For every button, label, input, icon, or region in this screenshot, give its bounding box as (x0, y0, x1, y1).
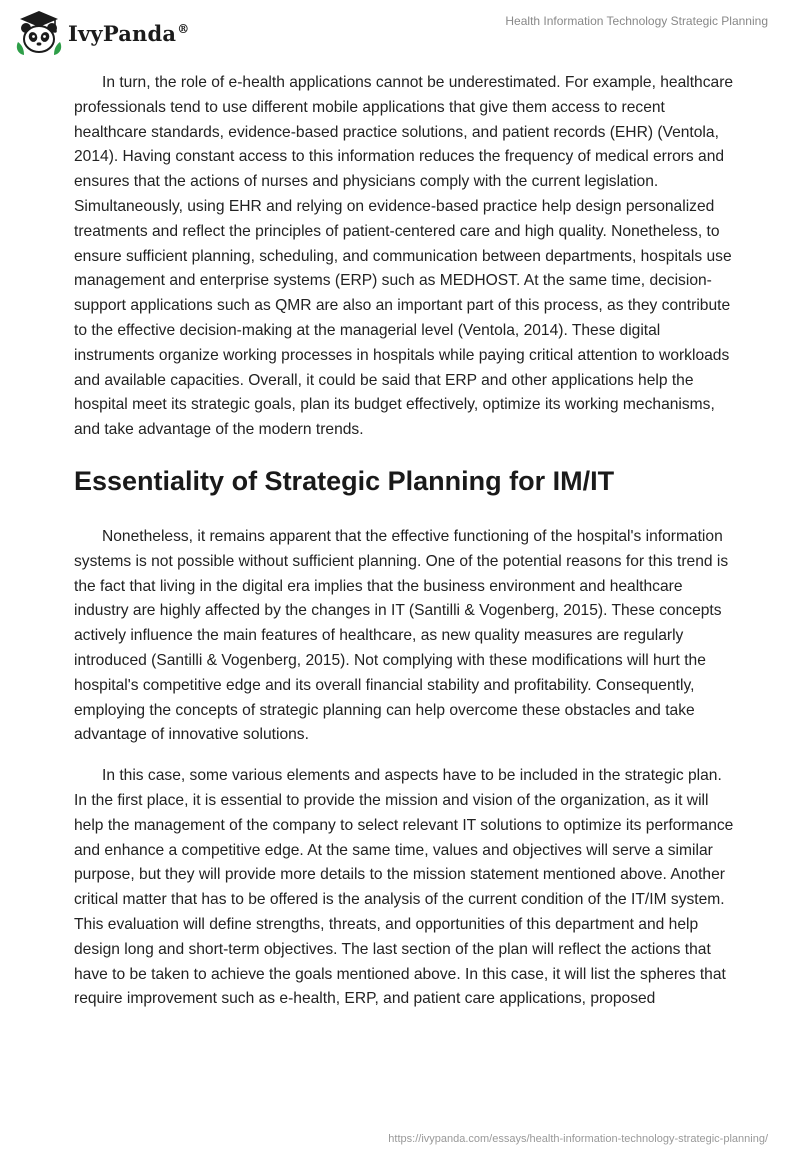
paragraph-planning: Nonetheless, it remains apparent that the effective functioning of the hospital's information systems is not possible without sufficient planning. One of the potential reasons for this trend is the fact that living in the digital era implies that the business environment and healthcare industry are highly affected by the changes in IT (Santilli & Vogenberg, 2015). These concepts actively influence the main features of healthcare, as new quality measures are regularly introduced (Santilli & Vogenberg, 2015). Not complying with these modifications will hurt the hospital's competitive edge and its overall financial stability and profitability. Consequently, employing the concepts of strategic planning can help overcome these obstacles and take advantage of innovative solutions. (74, 527, 729, 744)
section-heading: Essentiality of Strategic Planning for IM/IT (74, 465, 615, 496)
brand-name: IvyPanda® (68, 20, 190, 46)
essay-content (74, 71, 734, 1012)
registered-mark: ® (177, 21, 190, 36)
page-header (0, 0, 800, 60)
document-title: Health Information Technology Strategic Planning (505, 14, 768, 28)
panda-logo-icon (14, 8, 64, 58)
brand-logo[interactable] (14, 8, 189, 58)
paragraph-strategic-plan: In this case, some various elements and aspects have to be included in the strategic plan. In the first place, it is essential to provide the mission and vision of the organization, as it will help the management of the company to select relevant IT solutions to optimize its performance and enhance a competitive edge. At the same time, values and objectives will serve a similar purpose, but they will provide more details to the mission statement mentioned above. Another critical matter that has to be offered is the analysis of the current condition of the IT/IM system. This evaluation will define strengths, threats, and opportunities of this department and help design long and short-term objectives. The last section of the plan will reflect the actions that have to be taken to achieve the goals mentioned above. In this case, it will list the spheres that require improvement such as e-health, ERP, and patient care applications, proposed (74, 767, 734, 1008)
source-url[interactable]: https://ivypanda.com/essays/health-information-technology-strategic-planning/ (388, 1133, 768, 1145)
paragraph-ehealth: In turn, the role of e-health applications cannot be underestimated. For example, healthcare professionals tend to use different mobile applications that give them access to recent healthcare standards, evidence-based practice solutions, and patient records (EHR) (Ventola, 2014). Having constant access to this information reduces the frequency of medical errors and ensures that the actions of nurses and physicians comply with the current legislation. Simultaneously, using EHR and relying on evidence-based practice help design personalized treatments and reflect the principles of patient-centered care and high quality. Nonetheless, to ensure sufficient planning, scheduling, and communication between departments, hospitals use management and enterprise systems (ERP) such as MEDHOST. At the same time, decision-support applications such as QMR are also an important part of this process, as they contribute to the effective decision-making at the managerial level (Ventola, 2014). These digital instruments organize working processes in hospitals while paying critical attention to workloads and available capacities. Overall, it could be said that ERP and other applications help the hospital meet its strategic goals, plan its budget effectively, optimize its working mechanisms, and take advantage of the modern trends. (74, 74, 734, 439)
